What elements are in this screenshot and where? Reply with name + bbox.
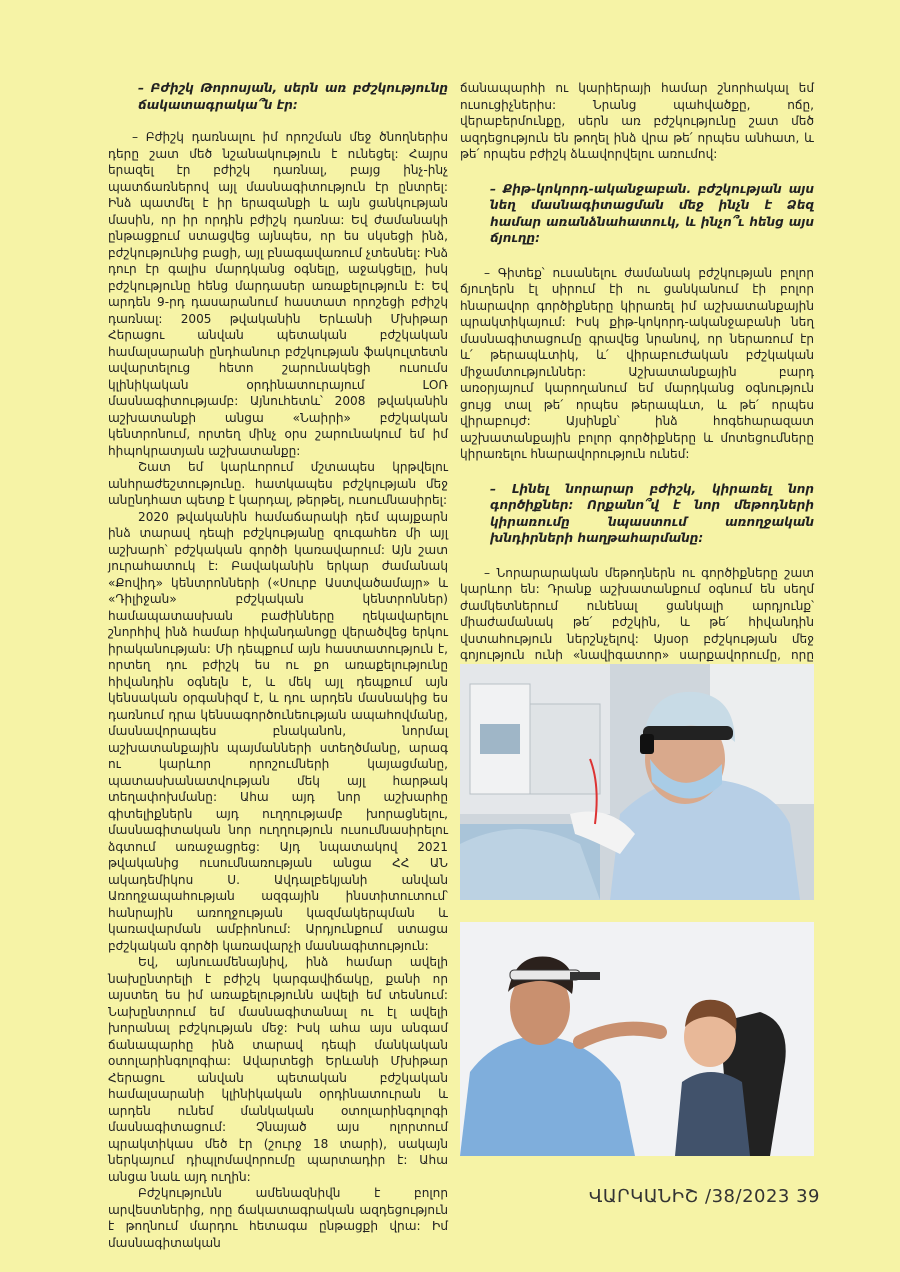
doctor-examining-child-photo [460,922,814,1156]
right-column [460,80,814,680]
answer-paragraph: – Բժիշկ դառնալու իմ որոշման մեջ ծնողներիս դերը շատ մեծ նշանակություն է ունեցել: Հայրս երազել էր բժիշկ դառնալ, բայց ինչ-ինչ պատճառներով այլ մասնագիտություն էր ընտրել: Ինձ պատմել է իր երազանքի և այն ցանկության մասին, որ իր որդին բժիշկ դառնա: Եվ ժամանակի ընթացքում ստացվեց այնպես, որ ես սկսեցի ինձ, բժշկությունից բացի, այլ բնագավառում չտեսնել: Ինձ դուր էր գալիս մարդկանց օգնելը, աջակցելը, իսկ բժշկությունը հենց մարդասեր առաքելություն է: Եվ արդեն 9-րդ դասարանում հաստատ որոշեցի բժիշկ դառնալ: 2005 թվականին Երևանի Մխիթար Հերացու անվան պետական բժշկական համալսարանի ընդհանուր բժշկության ֆակուլտետն ավարտելուց հետո շարունակեցի ուսումս կլինիկական օրդինատուրայում ԼՕՌ մասնագիտությամբ: Այնուհետև՝ 2008 թվականին աշխատանքի անցա «Նաիրի» բժշկական կենտրոնում, որտեղ մինչ օրս շարունակում եմ իմ հիպոկրատյան աշխատանքը: [108,130,448,458]
answer-paragraph: – Նորարարական մեթոդներն ու գործիքները շատ կարևոր են: Դրանք աշխատանքում օգնում են սեղմ ժամկետներում ունենալ ցանկալի արդյունք՝ միաժամանակ թե՛ բժշկին, և թե՛ հիվանդին վստահություն ներշնչելով: Այսօր բժշկության մեջ գոյություն ունի «նավիգատոր» սարքավորումը, որը [460,565,814,662]
answer-paragraph: Եվ, այնուամենայնիվ, ինձ համար ավելի նախընտրելի է բժիշկ կարգավիճակը, քանի որ այստեղ ես իմ առաքելությունն ավելի եմ տեսնում: Նախընտրում եմ մասնագիտանալ ու էլ ավելի խորանալ բժշկության մեջ: Իսկ ահա այս անգամ ճանապարհը ինձ տարավ դեպի մանկական օտոլարինգոլոգիա: Ավարտեցի Երևանի Մխիթար Հերացու անվան պետական բժշկական համալսարանի կլինիկական օրդինատուրան և արդեն ունեմ մանկական օտոլարինգոլոգի մասնագիտացում: Չնայած այս ոլորտում պրակտիկաս մեծ էր (շուրջ 18 տարի), սակայն ներկայում դիպլոմավորումը պարտադիր է: Ահա անցա նաև այդ ուղին: [108,955,448,1184]
doctor-child-illustration [460,922,814,1156]
doctor-surgery-illustration [460,664,814,900]
interview-question: – Լինել նորարար բժիշկ, կիրառել նոր գործիքներ: Որքանո՞վ է նոր մեթոդների կիրառումը նպաստում առողջական խնդիրների հաղթահարմանը: [490,481,814,545]
interview-question: – Քիթ-կոկորդ-ականջաբան. բժշկության այս նեղ մասնագիտացման մեջ ինչն է Ձեզ համար առանձնահատուկ, և ինչո՞ւ հենց այս ճյուղը: [490,181,814,245]
answer-paragraph: Շատ եմ կարևորում մշտապես կրթվելու անհրաժեշտությունը. հատկապես բժշկության մեջ անընդհատ պետք է կարդալ, թերթել, ուսումնասիրել: [108,460,448,507]
answer-paragraph: ճանապարհի ու կարիերայի համար շնորհակալ եմ ուսուցիչներիս: Նրանց պահվածքը, ոճը, վերաբերմունքը, սերն առ բժշկությունը շատ մեծ ազդեցություն են թողել ինձ վրա թե՛ որպես անհատ, և թե՛ որպես բժիշկ ձևավորվելու առումով: [460,81,814,161]
page-footer: ՎԱՐԿԱՆԻՇ /38/2023 39 [588,1186,820,1207]
answer-paragraph: 2020 թվականին համաճարակի դեմ պայքարն ինձ տարավ դեպի բժշկությանը զուգահեռ մի այլ աշխարհ՝ բժշկական գործի կառավարում: Այն շատ յուրահատուկ է: Բավականին երկար ժամանակ «Քովիդ» կենտրոնների («Սուրբ Աստվածամայր» և «Դիլիջան» բժշկական կենտրոններ) համապատասխան բաժինները ղեկավարելու շնորհիվ ինձ համար հիվանդանոցը վերածվեց երկու իրականության: Մի դեպքում այն հաստատություն է, որտեղ դու բժիշկ ես ու քո առաքելությունը հիվանդին օգնելն է, և մեկ այլ դեպքում այն կենսական օրգանիզմ է, և դու արդեն մասնակից ես դառնում դրա կենսագործունեության ապահովմանը, մասնավորապես բնականոն, նորմալ աշխատանքային պայմանների ստեղծմանը, արագ ու կարևոր որոշումների կայացմանը, պատասխանատվության մեկ այլ հարթակ տեղափոխմանը: Ահա այդ նոր աշխարհը գիտելիքներն այդ ուղղությամբ խորացնելու, մասնագիտական նոր ուղղություն ուսումնասիրելու ձգտում առաջացրեց: Այդ նպատակով 2021 թվականից ուսումնառության անցա ՀՀ ԱՆ ակադեմիկոս Ս. Ավդալբեկյանի անվան Առողջապահության ազգային ինստիտուտում՝ հանրային առողջության կազմակերպման և կառավարման ամբիոնում: Արդյունքում ստացա բժշկական գործի կառավարչի մասնագիտություն: [108,509,448,953]
doctor-surgery-photo [460,664,814,900]
answer-paragraph: – Գիտեք՝ ուսանելու ժամանակ բժշկության բոլոր ճյուղերն էլ սիրում էի ու ցանկանում էի բոլոր հնարավոր գործիքները կիրառել իմ աշխատանքային պրակտիկայում: Իսկ քիթ-կոկորդ-ականջաբանի նեղ մասնագիտացումը գրավեց նրանով, որ ներառում էր և՛ թերապևտիկ, և՛ վիրաբուժական բժշկական միջամտություններ: Աշխատանքային բարդ առօրյայում կարողանում եմ մարդկանց օգնություն ցույց տալ թե՛ որպես թերապևտ, և թե՛ որպես վիրաբույժ: Այսինքն՝ ինձ հոգեհարազատ աշխատանքային բոլոր գործիքները և մոտեցումները կիրառելու հնարավորություն ունեմ: [460,265,814,461]
answer-paragraph: Բժշկությունն ամենազնիվն է բոլոր արվեստներից, որը ճակատագրական ազդեցություն է թողնում մարդու հետագա ընթացքի վրա: Իմ մասնագիտական [108,1186,448,1250]
left-column [108,80,448,1251]
interview-question: – Բժիշկ Թորոսյան, սերն առ բժշկությունը ճակատագրակա՞ն էր: [138,81,448,112]
